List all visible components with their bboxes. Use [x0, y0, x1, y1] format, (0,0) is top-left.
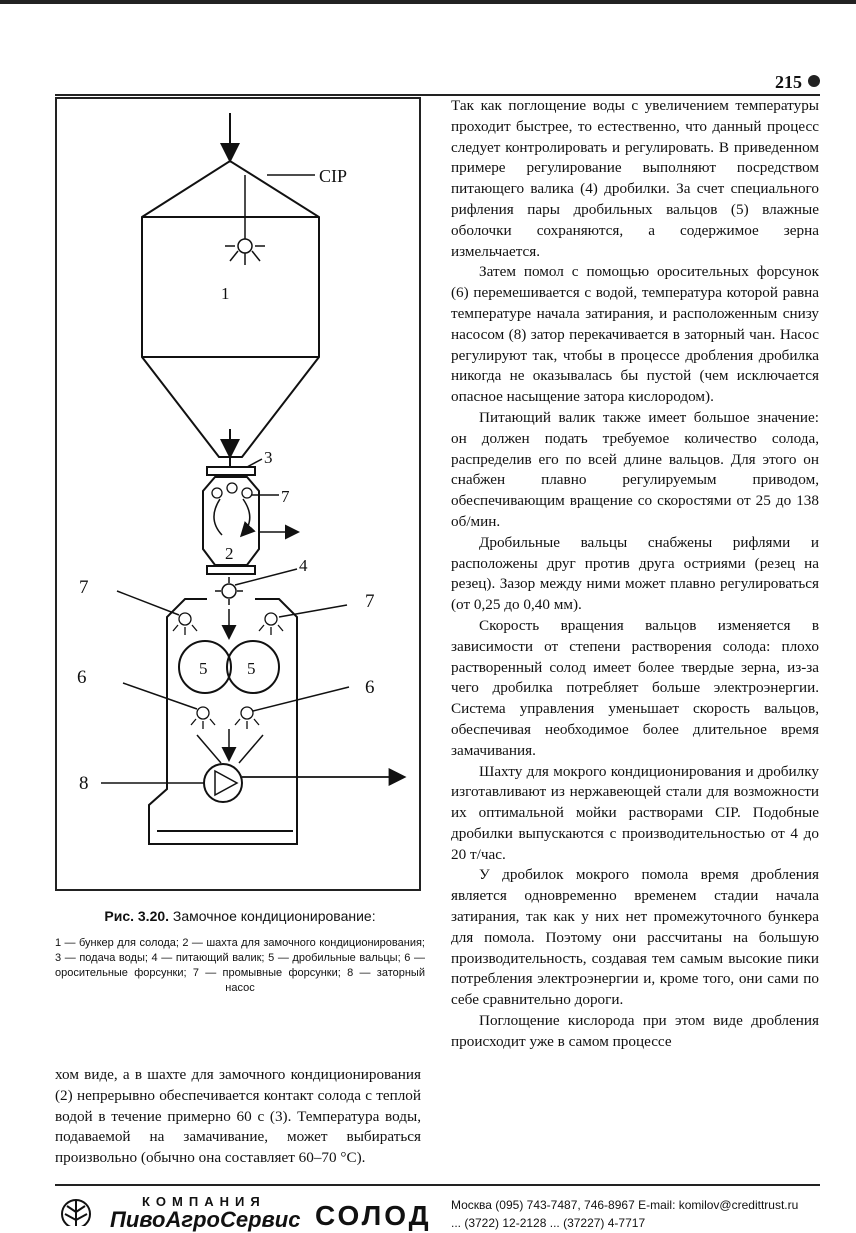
- rinse-nozzle-icon: [212, 483, 252, 498]
- page-number: 215: [775, 72, 802, 92]
- rinse-nozzle-left-icon: [173, 613, 197, 635]
- paragraph-6: Шахту для мокрого кондиционирования и дробилку изготавливают из нержавеющей стали для возможности их оптимальной мойки растворами CIP. Подобные дробилки выпускаются с производительностью от 4 до 20 т/час.: [451, 762, 819, 863]
- paragraph-3: Питающий валик также имеет большое значение: он должен подать требуемое количество солода, распределив его по всей длине вальцов. Для этого он снабжен плавно регулируемым приводом, обеспечивающим вращение со скоростями от 25 до 138 об/мин.: [451, 408, 819, 530]
- label-cip: CIP: [319, 166, 348, 186]
- left-column-text: [55, 1065, 421, 1169]
- water-feed-ring: [207, 467, 255, 475]
- label-6-right: 6: [365, 677, 375, 698]
- label-1: 1: [221, 284, 230, 303]
- figure-number: Рис. 3.20.: [104, 908, 170, 924]
- leader-6-right: [253, 687, 349, 711]
- label-7-left: 7: [79, 577, 89, 598]
- top-rule: [0, 0, 856, 4]
- label-8: 8: [79, 773, 89, 794]
- leader-7-left: [117, 591, 179, 615]
- label-5-left: 5: [199, 659, 208, 678]
- label-2: 2: [225, 544, 234, 563]
- paragraph-8: Поглощение кислорода при этом виде дробления происходит уже в самом процессе: [451, 1012, 819, 1050]
- paragraph-1: Так как поглощение воды с увеличением температуры проходит быстрее, то естественно, что данный процесс следует контролировать и регулировать. В приведенном примере регулирование выполняют посредством питающего валика (4) дробилки. За счет специального рифления пары дробильных вальцов (5) влажные оболочки сохраняются, а содержимое зерна измельчается.: [451, 97, 819, 260]
- spray-nozzle-left-icon: [191, 707, 215, 729]
- figure-title-text: Замочное кондиционирование:: [169, 908, 376, 924]
- figure-legend: 1 — бункер для солода; 2 — шахта для замочного кондиционирования; 3 — подача воды; 4 — питающий валик; 5 — дробильные вальцы; 6 — оросительные форсунки; 7 — промывные форсунки; 8 — заторный насос: [55, 937, 425, 994]
- leader-4: [235, 569, 297, 585]
- figure-frame: [55, 97, 421, 891]
- leader-6-left: [123, 683, 197, 709]
- mill-housing: [149, 599, 297, 844]
- label-6-left: 6: [77, 667, 87, 688]
- label-4: 4: [299, 556, 308, 575]
- footer-company: КОМПАНИЯ: [142, 1194, 266, 1209]
- footer-product: СОЛОД: [315, 1200, 432, 1231]
- page-number-dot-icon: [808, 75, 820, 87]
- mash-pump-icon: [204, 764, 242, 802]
- leader-7-right: [279, 605, 347, 617]
- label-3: 3: [264, 448, 273, 467]
- shaft-connector: [207, 566, 255, 574]
- conditioning-diagram: [57, 99, 423, 893]
- feed-roll-icon: [215, 577, 243, 605]
- cip-spray-nozzle-icon: [225, 239, 265, 265]
- label-5-right: 5: [247, 659, 256, 678]
- company-logo-icon: [55, 1192, 97, 1226]
- paragraph-2: Затем помол с помощью оросительных форсунок (6) перемешивается с водой, температура которой равна температуре начала затирания, и расположенным снизу насосом (8) затор перекачивается в заторный чан. Насос регулируют так, чтобы в процессе дробления дробилка никогда не оказывалась бы пустой (чем исключается опасное насыщение затора кислородом).: [451, 263, 819, 406]
- paragraph-4: Дробильные вальцы снабжены рифлями и расположены друг против друга остриями (резец на резец). Зазор между ними может плавно регулироваться (от 0,25 до 0,40 мм).: [451, 533, 819, 614]
- footer-brand: ПивоАгроСервис: [110, 1207, 301, 1232]
- page-header: [55, 72, 820, 96]
- leader-3: [247, 459, 262, 467]
- label-7-right: 7: [365, 591, 375, 612]
- circulation-arrows: [214, 499, 250, 535]
- figure-caption: [55, 908, 425, 996]
- label-7-small: 7: [281, 487, 290, 506]
- paragraph-left: хом виде, а в шахте для замочного кондиционирования (2) непрерывно обеспечивается контакт солода с теплой водой в течение примерно 60 с (3). Температура воды, подаваемой на замачивание, может выбираться произвольно (обычно она составляет 60–70 °С).: [55, 1066, 421, 1167]
- footer-contact: Москва (095) 743-7487, 746-8967 E-mail: komilov@credittrust.ru: [451, 1198, 799, 1212]
- paragraph-7: У дробилок мокрого помола время дробления является одновременно временем стадии начала затирания, так как у них нет промежуточного бункера для помола. Поэтому они рассчитаны на большую производительность, создавая тем самым высокие пики потребления электроэнергии и, кроме того, они сами по себе сравнительно дороги.: [451, 866, 819, 1009]
- malt-hopper: [142, 161, 319, 457]
- footer-rule: [55, 1184, 820, 1186]
- footer-contact-2: ... (3722) 12-2128 ... (37227) 4-7717: [451, 1216, 646, 1230]
- paragraph-5: Скорость вращения вальцов изменяется в зависимости от степени растворения солода: плохо растворенный солод имеет более твердые зерна, из-за чего дробилка потребляет больше электроэнергии. Система управления уменьшает скорость вальцов, обеспечивая необходимое более длительное время замачивания.: [451, 616, 819, 759]
- right-column-text: [451, 96, 819, 1053]
- figure-title: [55, 908, 425, 924]
- mash-funnel: [197, 735, 263, 763]
